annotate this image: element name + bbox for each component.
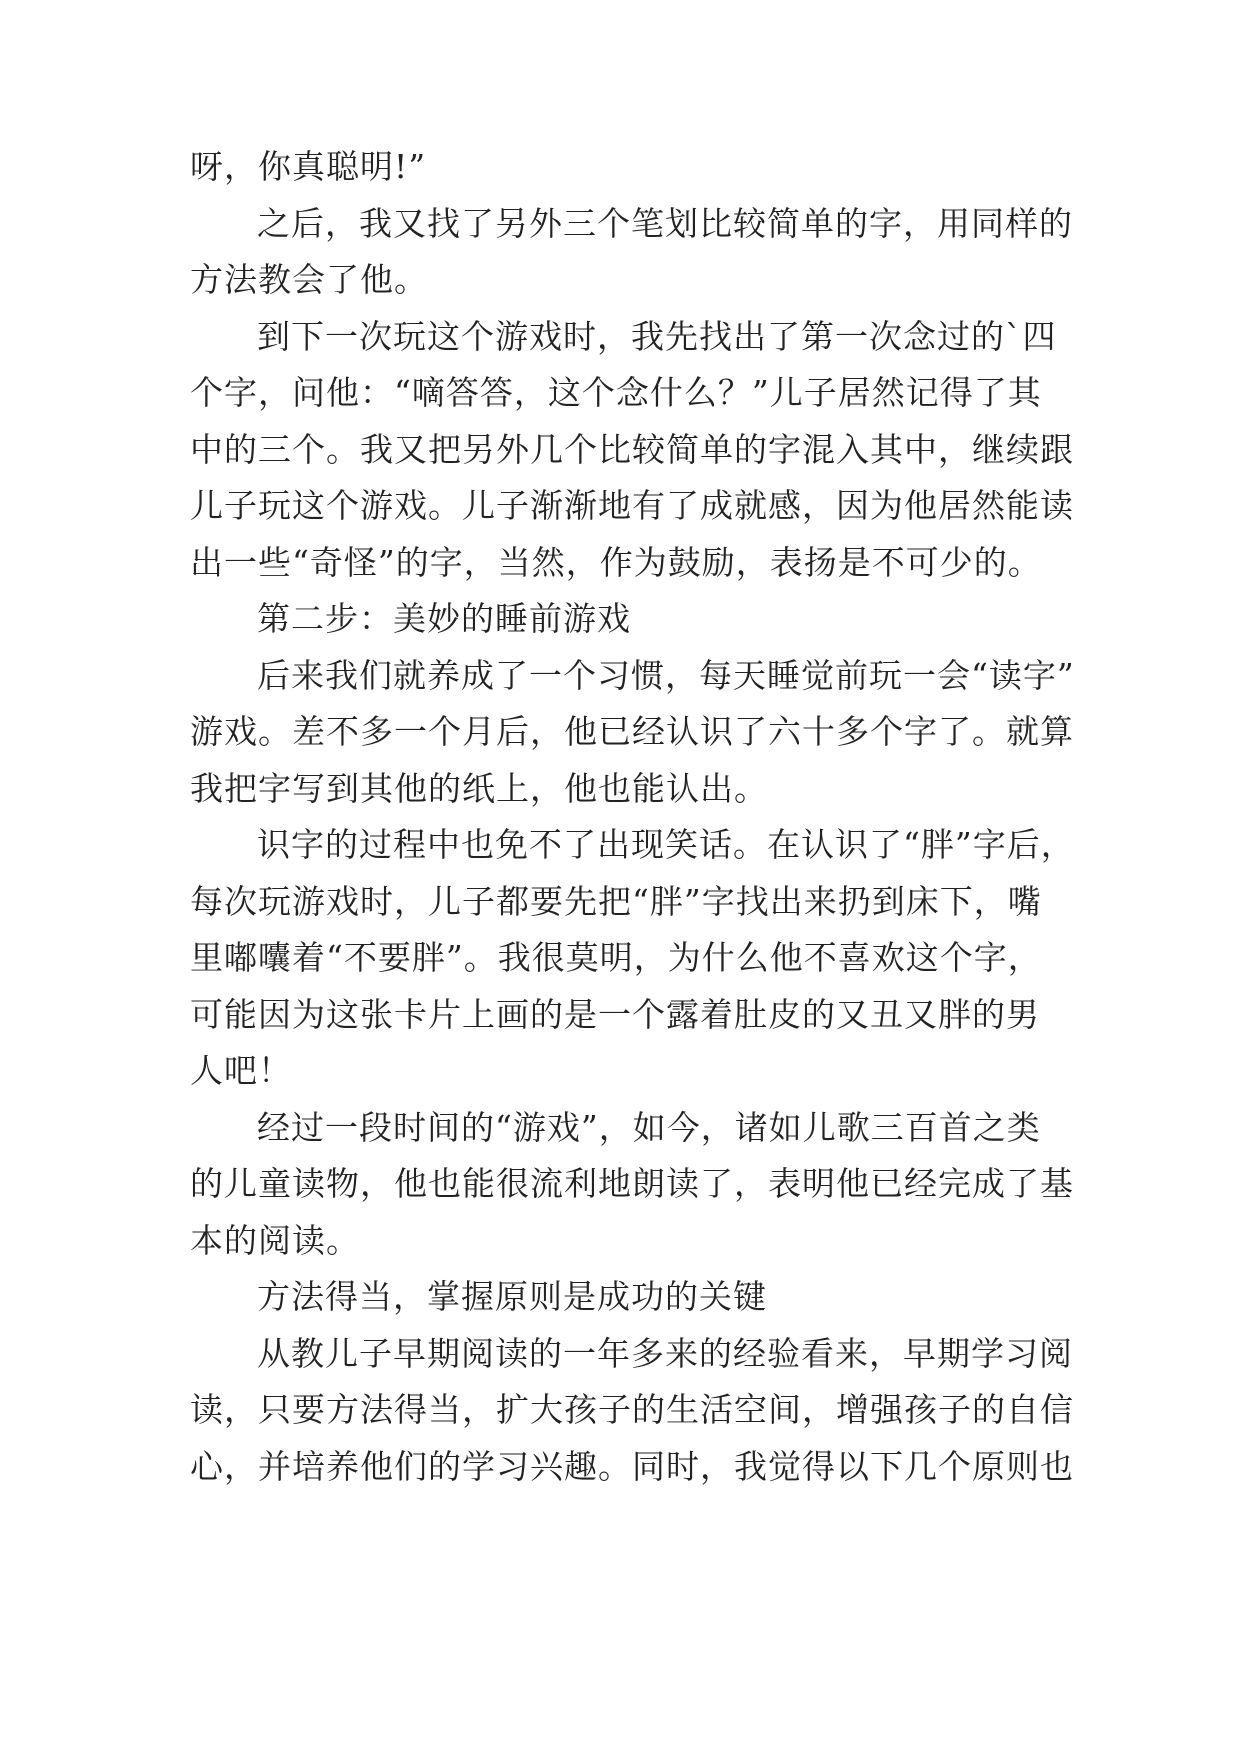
text-line: 到下一次玩这个游戏时，我先找出了第一次念过的`四 <box>257 317 1057 356</box>
text-line: 本的阅读。 <box>190 1221 360 1260</box>
text-line: 可能因为这张卡片上画的是一个露着肚皮的又丑又胖的男 <box>190 995 1040 1034</box>
text-line: 中的三个。我又把另外几个比较简单的字混入其中，继续跟 <box>190 430 1074 469</box>
text-line: 儿子玩这个游戏。儿子渐渐地有了成就感，因为他居然能读 <box>190 486 1074 525</box>
text-line: 的儿童读物，他也能很流利地朗读了，表明他已经完成了基 <box>190 1164 1074 1203</box>
text-line: 识字的过程中也免不了出现笑话。在认识了“胖”字后， <box>257 825 1075 864</box>
text-line: 方法教会了他。 <box>190 260 428 299</box>
text-line: 从教儿子早期阅读的一年多来的经验看来，早期学习阅 <box>257 1334 1073 1373</box>
section-heading: 方法得当，掌握原则是成功的关键 <box>257 1277 767 1316</box>
text-line: 后来我们就养成了一个习惯，每天睡觉前玩一会“读字” <box>257 656 1075 695</box>
text-line: 每次玩游戏时，儿子都要先把“胖”字找出来扔到床下，嘴 <box>190 882 1042 921</box>
text-line: 心，并培养他们的学习兴趣。同时，我觉得以下几个原则也 <box>190 1447 1074 1486</box>
text-line: 呀，你真聪明!” <box>190 147 427 186</box>
text-line: 之后，我又找了另外三个笔划比较简单的字，用同样的 <box>257 204 1073 243</box>
text-line: 读，只要方法得当，扩大孩子的生活空间，增强孩子的自信 <box>190 1390 1074 1429</box>
text-line: 人吧！ <box>190 1051 292 1090</box>
text-line: 里嘟囔着“不要胖”。我很莫明，为什么他不喜欢这个字， <box>190 938 1042 977</box>
text-line: 出一些“奇怪”的字，当然，作为鼓励，表扬是不可少的。 <box>190 543 1042 582</box>
text-line: 我把字写到其他的纸上，他也能认出。 <box>190 769 768 808</box>
section-heading: 第二步：美妙的睡前游戏 <box>257 599 631 638</box>
text-line: 游戏。差不多一个月后，他已经认识了六十多个字了。就算 <box>190 712 1074 751</box>
text-line: 经过一段时间的“游戏”，如今，诸如儿歌三百首之类 <box>257 1108 1041 1147</box>
text-line: 个字，问他：“嘀答答，这个念什么？”儿子居然记得了其 <box>190 373 1042 412</box>
